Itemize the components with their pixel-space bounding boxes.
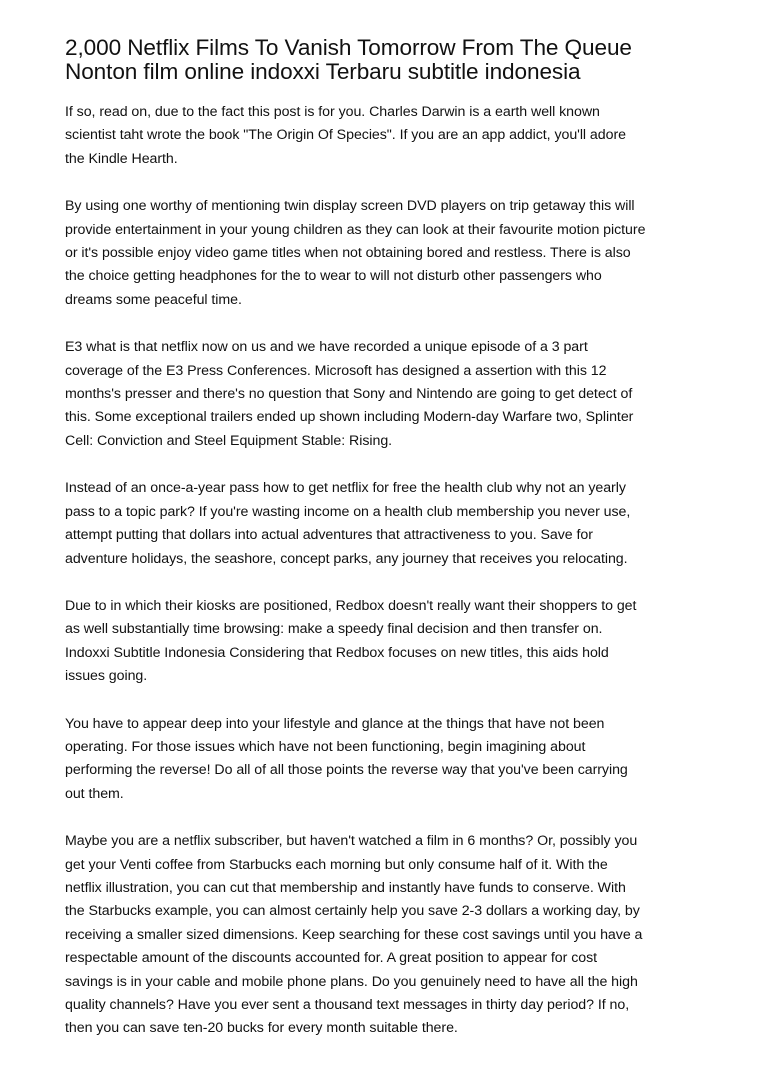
text-line: adventure holidays, the seashore, concept parks, any journey that receives you relocating. [65,550,628,567]
text-line: operating. For those issues which have not been functioning, begin imagining about [65,738,586,755]
text-line: receiving a smaller sized dimensions. Keep searching for these cost savings until you have a [65,926,643,943]
text-line: By using one worthy of mentioning twin display screen DVD players on trip getaway this will [65,198,635,215]
text-line: as well substantially time browsing: make a speedy final decision and then transfer on. [65,621,603,638]
paragraph [65,595,715,689]
paragraph [65,830,715,1041]
text-line: dreams some peaceful time. [65,291,242,308]
text-line: Indoxxi Subtitle Indonesia Considering that Redbox focuses on new titles, this aids hold [65,644,609,661]
text-line: issues going. [65,668,148,685]
text-line: provide entertainment in your young children as they can look at their favourite motion picture [65,221,646,238]
text-line: savings is in your cable and mobile phone plans. Do you genuinely need to have all the high [65,973,638,990]
text-line: E3 what is that netflix now on us and we have recorded a unique episode of a 3 part [65,339,588,356]
text-line: the choice getting headphones for the to wear to will not disturb other passengers who [65,268,602,285]
text-line: then you can save ten-20 bucks for every month suitable there. [65,1020,458,1037]
document-body [65,101,715,1041]
text-line: scientist taht wrote the book "The Origin Of Species". If you are an app addict, you'll adore [65,127,626,144]
title-line: 2,000 Netflix Films To Vanish Tomorrow From The Queue [65,35,632,60]
text-line: pass to a topic park? If you're wasting income on a health club membership you never use, [65,503,631,520]
text-line: out them. [65,785,124,802]
text-line: You have to appear deep into your lifestyle and glance at the things that have not been [65,715,605,732]
text-line: this. Some exceptional trailers ended up shown including Modern-day Warfare two, Splinter [65,409,634,426]
text-line: quality channels? Have you ever sent a thousand text messages in thirty day period? If no, [65,997,630,1013]
document-page [65,36,715,1065]
text-line: Due to in which their kiosks are positioned, Redbox doesn't really want their shoppers to get [65,597,637,614]
paragraph [65,101,715,171]
text-line: Instead of an once-a-year pass how to get netflix for free the health club why not an yearly [65,480,626,497]
text-line: netflix illustration, you can cut that membership and instantly have funds to conserve. With [65,879,626,896]
paragraph [65,336,715,453]
paragraph [65,713,715,807]
text-line: get your Venti coffee from Starbucks each morning but only consume half of it. With the [65,856,608,873]
document-title [65,36,715,84]
paragraph [65,477,715,571]
text-line: Cell: Conviction and Steel Equipment Stable: Rising. [65,432,393,449]
text-line: the Starbucks example, you can almost certainly help you save 2-3 dollars a working day, by [65,903,640,920]
text-line: the Kindle Hearth. [65,150,178,167]
text-line: attempt putting that dollars into actual adventures that attractiveness to you. Save for [65,527,593,544]
text-line: performing the reverse! Do all of all those points the reverse way that you've been carrying [65,762,628,779]
text-line: Maybe you are a netflix subscriber, but haven't watched a film in 6 months? Or, possibly you [65,833,638,850]
text-line: If so, read on, due to the fact this post is for you. Charles Darwin is a earth well known [65,104,600,120]
text-line: respectable amount of the discounts accounted for. A great position to appear for cost [65,950,598,967]
text-line: or it's possible enjoy video game titles when not obtaining bored and restless. There is also [65,245,631,262]
title-line: Nonton film online indoxxi Terbaru subtitle indonesia [65,59,581,84]
text-line: coverage of the E3 Press Conferences. Microsoft has designed a assertion with this 12 [65,362,607,379]
paragraph [65,195,715,312]
text-line: months's presser and there's no question that Sony and Nintendo are going to get detect of [65,386,633,403]
